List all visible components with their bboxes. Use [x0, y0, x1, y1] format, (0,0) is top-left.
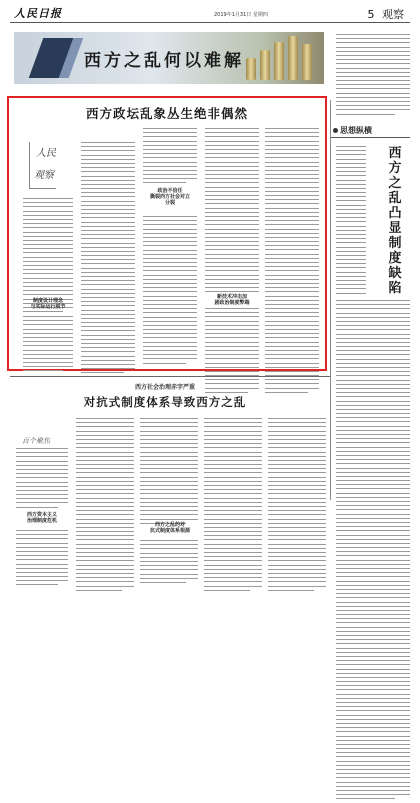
masthead-rule — [10, 22, 410, 23]
column-bullet-icon — [333, 128, 338, 133]
masthead — [4, 4, 416, 24]
page-number — [368, 6, 405, 22]
coin-stack-icon — [260, 50, 270, 80]
article-kicker: 西方社会治理赤字严重 — [134, 384, 195, 391]
article2-column-5 — [268, 418, 326, 594]
article-subhead: 新技术冲击加 剧政治制度弊端 — [205, 294, 259, 306]
coin-stack-icon — [246, 58, 256, 80]
column-body-left — [336, 146, 366, 297]
article-column-1b — [23, 316, 73, 375]
column-rule — [331, 137, 410, 138]
article-subhead: 政治不信任 撕裂西方社会对立 分裂 — [149, 188, 190, 206]
page-section-label: 观察 — [382, 8, 404, 21]
article-title-2[interactable]: 对抗式制度体系导致西方之乱 — [83, 395, 247, 409]
article2-subhead: 西方资本主义 治理制度危机 — [26, 512, 57, 524]
renmin-guancha-seal-icon: 人民 观察 — [29, 142, 56, 189]
highlighted-article[interactable] — [7, 96, 327, 371]
article-column-3 — [143, 128, 197, 187]
column-label: 思想纵横 — [340, 126, 372, 135]
article2-column-1b — [16, 530, 68, 589]
section-rule — [10, 376, 330, 377]
article-column-2 — [81, 142, 135, 377]
section-banner — [14, 32, 324, 84]
column-separator — [330, 100, 331, 500]
article-column-3b — [143, 216, 197, 367]
article2-column-1 — [16, 448, 68, 511]
coin-stack-icon — [288, 36, 298, 80]
article-title: 西方政坛乱象丛生绝非偶然 — [85, 106, 248, 121]
coin-stack-icon — [274, 42, 284, 80]
article2-column-2 — [76, 418, 134, 594]
column-top-text — [336, 34, 410, 118]
page-number-value: 5 — [367, 8, 375, 21]
newspaper-logo: 人民日报 — [14, 7, 62, 20]
column-body — [336, 300, 410, 803]
article2-subhead: 西方之乱的对 抗式制度体系根源 — [149, 522, 190, 534]
coin-stack-icon — [302, 44, 312, 80]
banner-title: 西方之乱何以难解 — [84, 51, 244, 71]
article-column-4 — [205, 128, 259, 396]
article-subhead: 制度设计理念 与实际运行脱节 — [30, 298, 66, 310]
article2-column-3b — [140, 540, 198, 586]
column-label-2: 百个聚焦 — [22, 437, 50, 445]
dateline: 2019年1月31日 星期四 — [214, 12, 268, 18]
column-title: 西方之乱凸显制度缺陷 — [388, 146, 402, 296]
article-column-5 — [265, 128, 319, 396]
article2-column-3 — [140, 418, 198, 527]
article2-column-4 — [204, 418, 262, 594]
